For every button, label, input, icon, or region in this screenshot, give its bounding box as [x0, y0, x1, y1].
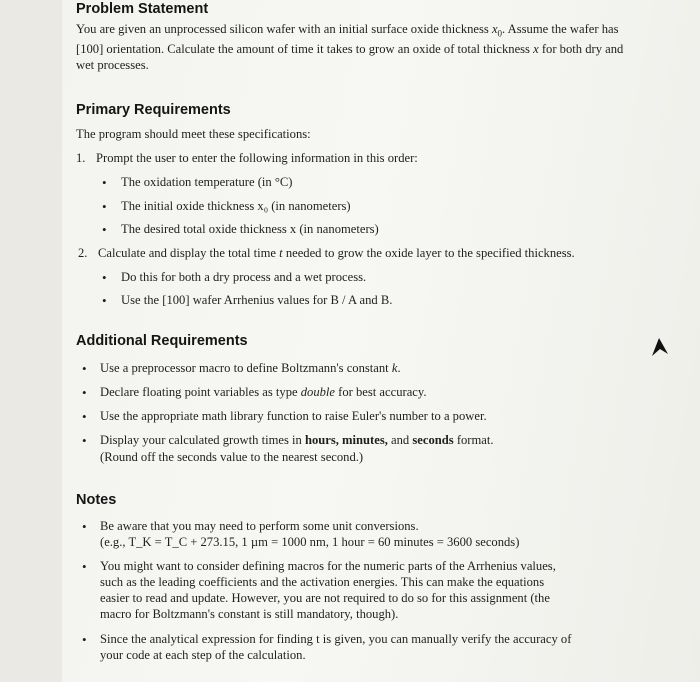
bullet: • — [82, 385, 87, 400]
bullet: • — [102, 222, 107, 237]
list-item: Use the [100] wafer Arrhenius values for B / A and B. — [121, 293, 393, 307]
list-item-1: Prompt the user to enter the following information in this order: — [96, 151, 418, 165]
list-item: Use the appropriate math library function to raise Euler's number to a power. — [100, 409, 487, 423]
list-item: Since the analytical expression for finding t is given, you can manually verify the accuracy of — [100, 632, 572, 646]
bullet: • — [82, 433, 87, 448]
list-item: Be aware that you may need to perform some unit conversions. — [100, 519, 419, 533]
primary-requirements-heading: Primary Requirements — [76, 102, 231, 118]
list-item: Do this for both a dry process and a wet process. — [121, 270, 367, 284]
list-item: The oxidation temperature (in °C) — [121, 175, 293, 189]
notes-heading: Notes — [76, 492, 117, 508]
additional-requirements-heading: Additional Requirements — [76, 333, 248, 349]
list-item: The initial oxide thickness x₀ (in nanometers) — [121, 199, 351, 213]
list-item-2: Calculate and display the total time t needed to grow the oxide layer to the specified thickness. — [98, 246, 575, 260]
list-item: You might want to consider defining macros for the numeric parts of the Arrhenius values, — [100, 559, 556, 573]
list-item: Declare floating point variables as type double for best accuracy. — [100, 385, 427, 399]
bullet: • — [102, 175, 107, 190]
bullet: • — [82, 409, 87, 424]
list-item: The desired total oxide thickness x (in nanometers) — [121, 222, 379, 236]
bullet: • — [82, 519, 87, 534]
list-number-2: 2. — [78, 246, 88, 260]
list-item-continuation: macro for Boltzmann's constant is still mandatory, though). — [100, 607, 399, 621]
bullet: • — [102, 199, 107, 214]
list-item-continuation: your code at each step of the calculation. — [100, 648, 306, 662]
list-item: Use a preprocessor macro to define Boltzmann's constant k. — [100, 361, 401, 375]
list-item: Display your calculated growth times in hours, minutes, and seconds format. — [100, 433, 494, 447]
bullet: • — [82, 632, 87, 647]
bullet: • — [102, 293, 107, 308]
list-number-1: 1. — [76, 151, 86, 165]
bullet: • — [82, 361, 87, 376]
list-item-continuation: (Round off the seconds value to the nearest second.) — [100, 450, 364, 464]
mouse-pointer-icon — [650, 336, 670, 358]
list-item-continuation: such as the leading coefficients and the activation energies. This can make the equations — [100, 575, 545, 589]
problem-statement-heading: Problem Statement — [76, 1, 209, 17]
list-item-continuation: easier to read and update. However, you are not required to do so for this assignment (the — [100, 591, 550, 605]
problem-statement-text: You are given an unprocessed silicon wafer with an initial surface oxide thickness $x_0$. Assume the wafer has [100] orientation. Calculate the amount of time it takes to grow an oxide of total thickness x for both dry and wet processes. — [76, 22, 624, 72]
bullet: • — [102, 270, 107, 285]
list-item-continuation: (e.g., T_K = T_C + 273.15, 1 µm = 1000 nm, 1 hour = 60 minutes = 3600 seconds) — [100, 535, 520, 549]
bullet: • — [82, 559, 87, 574]
primary-intro: The program should meet these specifications: — [76, 127, 311, 141]
